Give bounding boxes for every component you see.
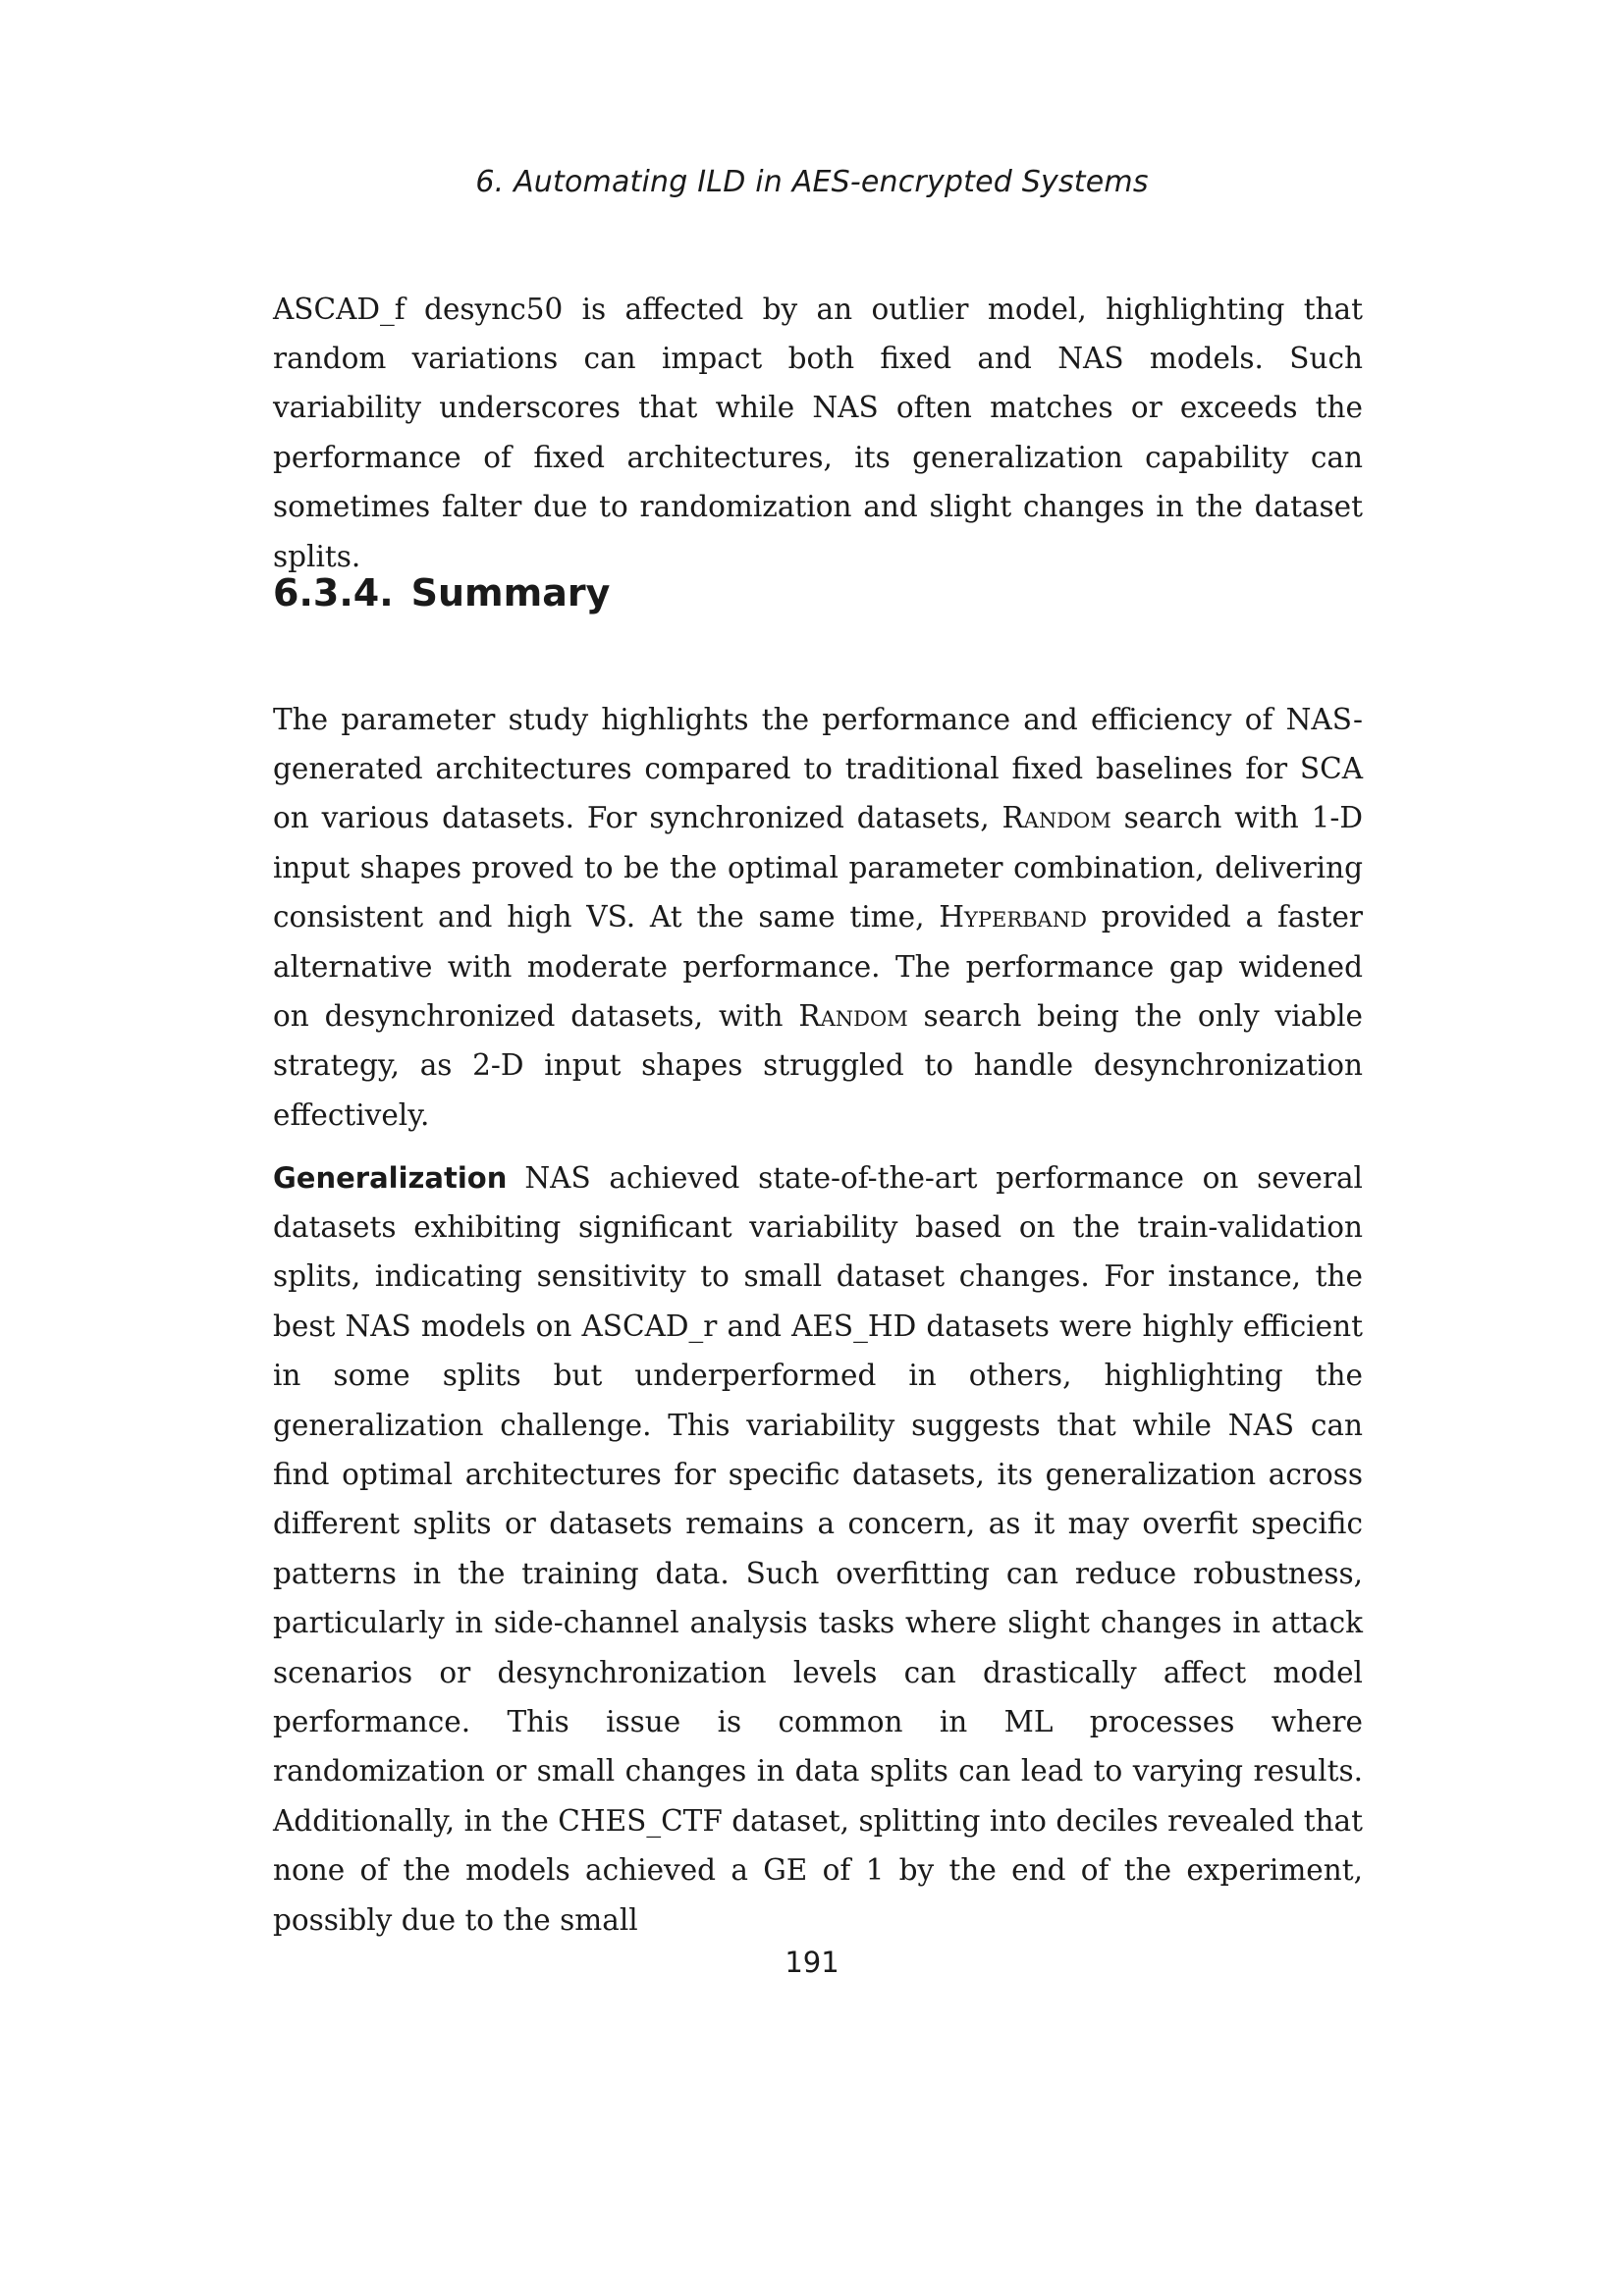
small-caps-term: Random	[798, 998, 908, 1033]
text-run: NAS achieved state-of-the-art performance on several datasets exhibiting significant variability based on the train-validation splits, indicating sensitivity to small dataset changes. For instance, the best NAS models on ASCAD_r and AES_HD datasets were highly efficient in some splits but underperformed in others, highlighting the generalization challenge. This variability suggests that while NAS can find optimal architectures for specific datasets, its generalization across different splits or datasets remains a concern, as it may overfit specific patterns in the training data. Such overfitting can reduce robustness, particularly in side-channel analysis tasks where slight changes in attack scenarios or desynchronization levels can drastically affect model performance. This issue is common in ML processes where randomization or small changes in data splits can lead to varying results. Additionally, in the CHES_CTF dataset, splitting into deciles revealed that none of the models achieved a GE of 1 by the end of the experiment, possibly due to the small	[273, 1160, 1363, 1937]
text-run: search being the only viable strategy, as 2-D input shapes struggled to handle desynchronization effectively.	[273, 998, 1363, 1132]
run-in-heading: Generalization	[273, 1160, 508, 1195]
small-caps-term: Hyperband	[939, 900, 1087, 934]
text-run: provided a faster alternative with moderate performance. The performance gap widened on desynchronized datasets, with	[273, 900, 1364, 1033]
body-paragraph: ASCAD_f desync50 is affected by an outlier model, highlighting that random variations can impact both fixed and NAS models. Such variability underscores that while NAS often matches or exceeds the performance of fixed architectures, its generalization capability can sometimes falter due to randomization and slight changes in the dataset splits.	[273, 292, 1363, 573]
text-run: search with 1-D input shapes proved to be the optimal parameter combination, delivering consistent and high VS. At the same time,	[273, 801, 1364, 934]
small-caps-term: Random	[1001, 801, 1111, 835]
section-title: Summary	[410, 571, 611, 614]
page-number: 191	[785, 1946, 839, 1979]
section-number: 6.3.4.	[273, 571, 394, 614]
summary-paragraph	[273, 695, 1363, 1141]
section-heading	[273, 571, 610, 614]
text-run: The parameter study highlights the performance and efficiency of NAS-generated architectures compared to traditional fixed baselines for SCA on various datasets. For synchronized datasets,	[273, 702, 1363, 835]
running-header: 6. Automating ILD in AES-encrypted Systems	[475, 165, 1149, 199]
generalization-paragraph	[273, 1153, 1363, 1946]
